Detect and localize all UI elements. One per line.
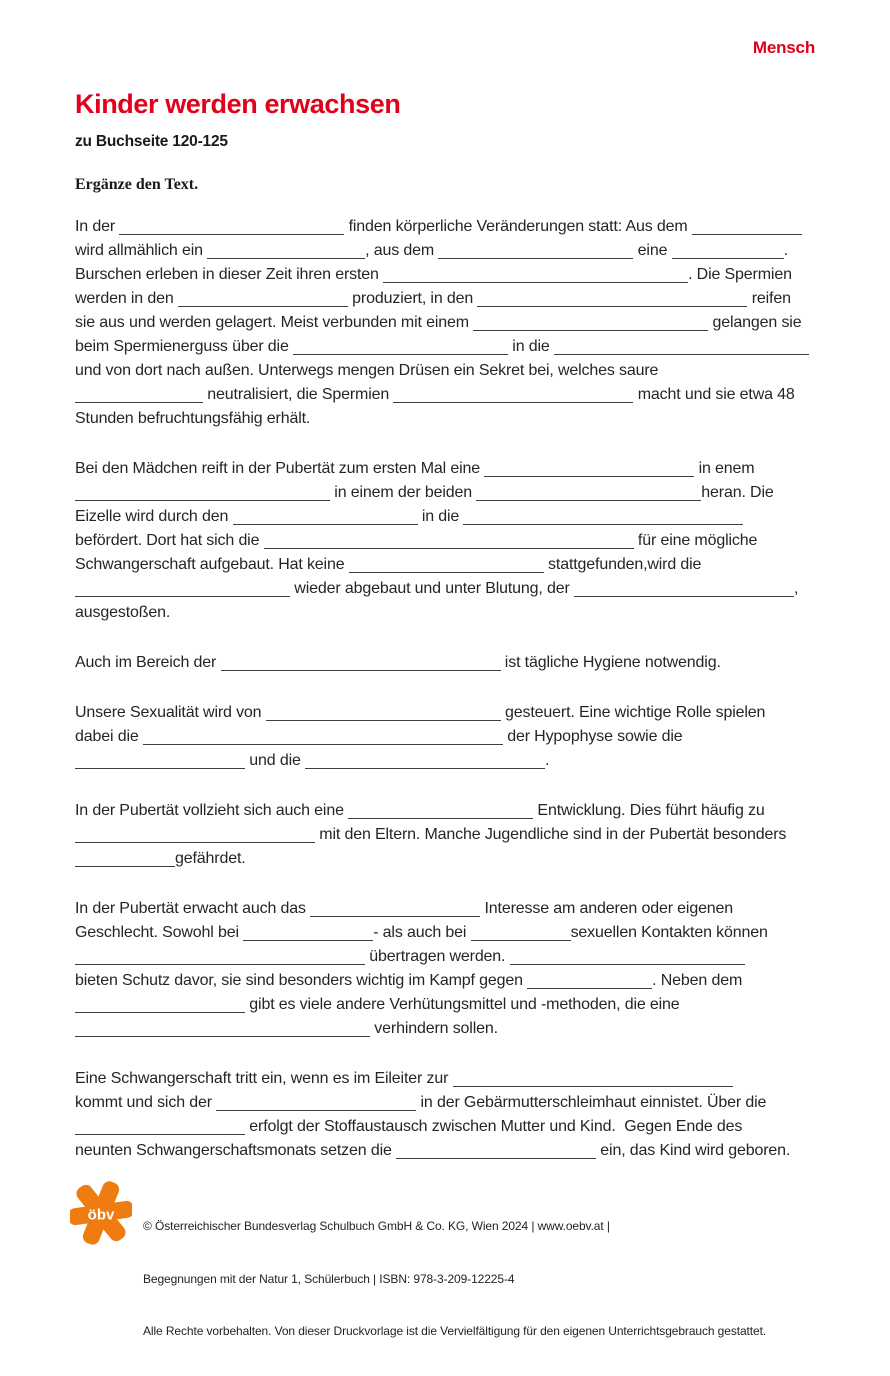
text-line bbox=[75, 529, 815, 553]
text-segment: und die bbox=[245, 752, 306, 769]
text-segment: In der bbox=[75, 218, 120, 235]
text-segment: In der Pubertät vollzieht sich auch eine bbox=[75, 802, 349, 819]
text-line bbox=[75, 1067, 815, 1091]
text-segment: in der Gebärmutterschleimhaut einnistet. Über die bbox=[416, 1094, 767, 1111]
text-line bbox=[75, 239, 815, 263]
paragraph bbox=[75, 651, 815, 675]
text-line bbox=[75, 1017, 815, 1041]
blank-field bbox=[75, 1021, 370, 1037]
text-segment: . Neben dem bbox=[652, 972, 743, 989]
text-segment: gefährdet. bbox=[175, 850, 246, 867]
worksheet-body bbox=[75, 215, 815, 1163]
text-line bbox=[75, 725, 815, 749]
blank-field bbox=[348, 803, 533, 819]
task-instruction: Ergänze den Text. bbox=[75, 176, 199, 193]
paragraph bbox=[75, 701, 815, 773]
blank-field bbox=[264, 533, 634, 549]
page-title: Kinder werden erwachsen bbox=[75, 89, 401, 119]
text-segment: Entwicklung. Dies führt häufig zu bbox=[533, 802, 765, 819]
text-line bbox=[75, 601, 815, 625]
footer-copyright-line: © Österreichischer Bundesverlag Schulbuch GmbH & Co. KG, Wien 2024 | www.oebv.at | bbox=[143, 1219, 610, 1233]
text-segment: - als auch bei bbox=[373, 924, 471, 941]
text-segment: ein, das Kind wird geboren. bbox=[596, 1142, 791, 1159]
text-line bbox=[75, 701, 815, 725]
blank-field bbox=[393, 387, 633, 403]
blank-field bbox=[75, 485, 330, 501]
blank-field bbox=[75, 827, 315, 843]
blank-field bbox=[477, 291, 747, 307]
text-line bbox=[75, 749, 815, 773]
category-label: Mensch bbox=[752, 38, 815, 57]
text-segment: beim Spermienerguss über die bbox=[75, 338, 293, 355]
blank-field bbox=[178, 291, 348, 307]
text-segment: der Hypophyse sowie die bbox=[502, 728, 683, 745]
text-line bbox=[75, 847, 815, 871]
text-segment: in die bbox=[508, 338, 554, 355]
blank-field bbox=[473, 315, 708, 331]
text-line bbox=[75, 945, 815, 969]
text-line bbox=[75, 1115, 815, 1139]
blank-field bbox=[692, 219, 802, 235]
text-segment: Eine Schwangerschaft tritt ein, wenn es im Eileiter zur bbox=[75, 1070, 453, 1087]
blank-field bbox=[243, 925, 373, 941]
oebv-star-logo-icon bbox=[70, 1178, 132, 1248]
text-line bbox=[75, 897, 815, 921]
text-line bbox=[75, 457, 815, 481]
text-segment: eine bbox=[633, 242, 672, 259]
text-line bbox=[75, 1139, 815, 1163]
blank-field bbox=[510, 949, 745, 965]
blank-field bbox=[119, 219, 344, 235]
blank-field bbox=[453, 1071, 733, 1087]
footer bbox=[70, 1178, 830, 1376]
text-segment: werden in den bbox=[75, 290, 178, 307]
blank-field bbox=[349, 557, 544, 573]
paragraph bbox=[75, 1067, 815, 1163]
text-segment: wieder abgebaut und unter Blutung, der bbox=[290, 580, 574, 597]
text-segment: kommt und sich der bbox=[75, 1094, 217, 1111]
paragraph bbox=[75, 215, 815, 431]
blank-field bbox=[75, 997, 245, 1013]
text-segment: . bbox=[783, 242, 788, 259]
blank-field bbox=[75, 753, 245, 769]
text-line bbox=[75, 799, 815, 823]
blank-field bbox=[383, 267, 688, 283]
text-segment: in enem bbox=[694, 460, 755, 477]
blank-field bbox=[293, 339, 508, 355]
blank-field bbox=[216, 1095, 416, 1111]
blank-field bbox=[233, 509, 418, 525]
text-segment: und von dort nach außen. Unterwegs mengen Drüsen ein Sekret bei, welches saure bbox=[75, 362, 659, 379]
text-line bbox=[75, 481, 815, 505]
text-segment: sie aus und werden gelagert. Meist verbunden mit einem bbox=[75, 314, 474, 331]
paragraph bbox=[75, 799, 815, 871]
text-segment: . bbox=[545, 752, 550, 769]
text-segment: In der Pubertät erwacht auch das bbox=[75, 900, 311, 917]
text-segment: befördert. Dort hat sich die bbox=[75, 532, 264, 549]
blank-field bbox=[305, 753, 545, 769]
text-line bbox=[75, 823, 815, 847]
text-segment: Eizelle wird durch den bbox=[75, 508, 233, 525]
text-line bbox=[75, 359, 815, 383]
text-line bbox=[75, 921, 815, 945]
text-segment: . Die Spermien bbox=[688, 266, 792, 283]
blank-field bbox=[463, 509, 743, 525]
paragraph bbox=[75, 897, 815, 1041]
logo-text: öbv bbox=[87, 1206, 115, 1224]
blank-field bbox=[221, 655, 501, 671]
text-line bbox=[75, 335, 815, 359]
text-line bbox=[75, 577, 815, 601]
text-segment: dabei die bbox=[75, 728, 143, 745]
text-segment: für eine mögliche bbox=[633, 532, 758, 549]
blank-field bbox=[471, 925, 571, 941]
paragraph bbox=[75, 457, 815, 625]
blank-field bbox=[396, 1143, 596, 1159]
text-segment: neunten Schwangerschaftsmonats setzen die bbox=[75, 1142, 397, 1159]
text-line bbox=[75, 1091, 815, 1115]
blank-field bbox=[75, 949, 365, 965]
text-segment: in einem der beiden bbox=[330, 484, 477, 501]
blank-field bbox=[310, 901, 480, 917]
text-segment: in die bbox=[417, 508, 464, 525]
text-segment: bieten Schutz davor, sie sind besonders wichtig im Kampf gegen bbox=[75, 972, 528, 989]
text-segment: Bei den Mädchen reift in der Pubertät zum ersten Mal eine bbox=[75, 460, 485, 477]
blank-field bbox=[75, 387, 203, 403]
text-line bbox=[75, 993, 815, 1017]
text-segment: , aus dem bbox=[365, 242, 439, 259]
text-segment: , bbox=[794, 580, 799, 597]
text-segment: erfolgt der Stoffaustausch zwischen Mutter und Kind. Gegen Ende des bbox=[245, 1118, 743, 1135]
text-segment: übertragen werden. bbox=[365, 948, 510, 965]
text-line bbox=[75, 969, 815, 993]
footer-imprint bbox=[143, 1178, 766, 1376]
text-segment: Auch im Bereich der bbox=[75, 654, 221, 671]
text-segment: gibt es viele andere Verhütungsmittel und -methoden, die eine bbox=[245, 996, 680, 1013]
text-line bbox=[75, 311, 815, 335]
book-page-reference: zu Buchseite 120-125 bbox=[75, 133, 228, 150]
blank-field bbox=[207, 243, 365, 259]
text-segment: mit den Eltern. Manche Jugendliche sind in der Pubertät besonders bbox=[315, 826, 787, 843]
text-line bbox=[75, 215, 815, 239]
blank-field bbox=[574, 581, 794, 597]
blank-field bbox=[484, 461, 694, 477]
text-segment: Stunden befruchtungsfähig erhält. bbox=[75, 410, 311, 427]
text-segment: produziert, in den bbox=[347, 290, 478, 307]
text-segment: ausgestoßen. bbox=[75, 604, 171, 621]
text-line bbox=[75, 407, 815, 431]
text-segment: Geschlecht. Sowohl bei bbox=[75, 924, 244, 941]
text-segment: Interesse am anderen oder eigenen bbox=[480, 900, 734, 917]
blank-field bbox=[75, 851, 175, 867]
text-segment: reifen bbox=[747, 290, 791, 307]
text-segment: neutralisiert, die Spermien bbox=[203, 386, 394, 403]
blank-field bbox=[476, 485, 701, 501]
text-segment: stattgefunden,wird die bbox=[543, 556, 702, 573]
text-line bbox=[75, 553, 815, 577]
text-line bbox=[75, 263, 815, 287]
footer-book-line: Begegnungen mit der Natur 1, Schülerbuch | ISBN: 978-3-209-12225-4 bbox=[143, 1271, 515, 1286]
text-segment: ist tägliche Hygiene notwendig. bbox=[500, 654, 721, 671]
text-segment: Burschen erleben in dieser Zeit ihren ersten bbox=[75, 266, 384, 283]
text-segment: wird allmählich ein bbox=[75, 242, 208, 259]
text-line bbox=[75, 287, 815, 311]
text-segment: macht und sie etwa 48 bbox=[633, 386, 795, 403]
blank-field bbox=[527, 973, 652, 989]
blank-field bbox=[75, 1119, 245, 1135]
footer-rights-line: Alle Rechte vorbehalten. Von dieser Druckvorlage ist die Vervielfältigung für den eigenen Unterrichtsgebrauch gestattet. bbox=[143, 1324, 767, 1338]
blank-field bbox=[554, 339, 809, 355]
blank-field bbox=[266, 705, 501, 721]
blank-field bbox=[438, 243, 633, 259]
text-line bbox=[75, 383, 815, 407]
text-line bbox=[75, 505, 815, 529]
text-segment: Schwangerschaft aufgebaut. Hat keine bbox=[75, 556, 349, 573]
text-segment: verhindern sollen. bbox=[370, 1020, 498, 1037]
text-segment: Unsere Sexualität wird von bbox=[75, 704, 266, 721]
blank-field bbox=[672, 243, 784, 259]
text-segment: heran. Die bbox=[701, 484, 774, 501]
text-line bbox=[75, 651, 815, 675]
text-segment: sexuellen Kontakten können bbox=[570, 924, 768, 941]
blank-field bbox=[143, 729, 503, 745]
text-segment: gelangen sie bbox=[708, 314, 802, 331]
text-segment: finden körperliche Veränderungen statt: Aus dem bbox=[344, 218, 692, 235]
blank-field bbox=[75, 581, 290, 597]
text-segment: gesteuert. Eine wichtige Rolle spielen bbox=[500, 704, 766, 721]
